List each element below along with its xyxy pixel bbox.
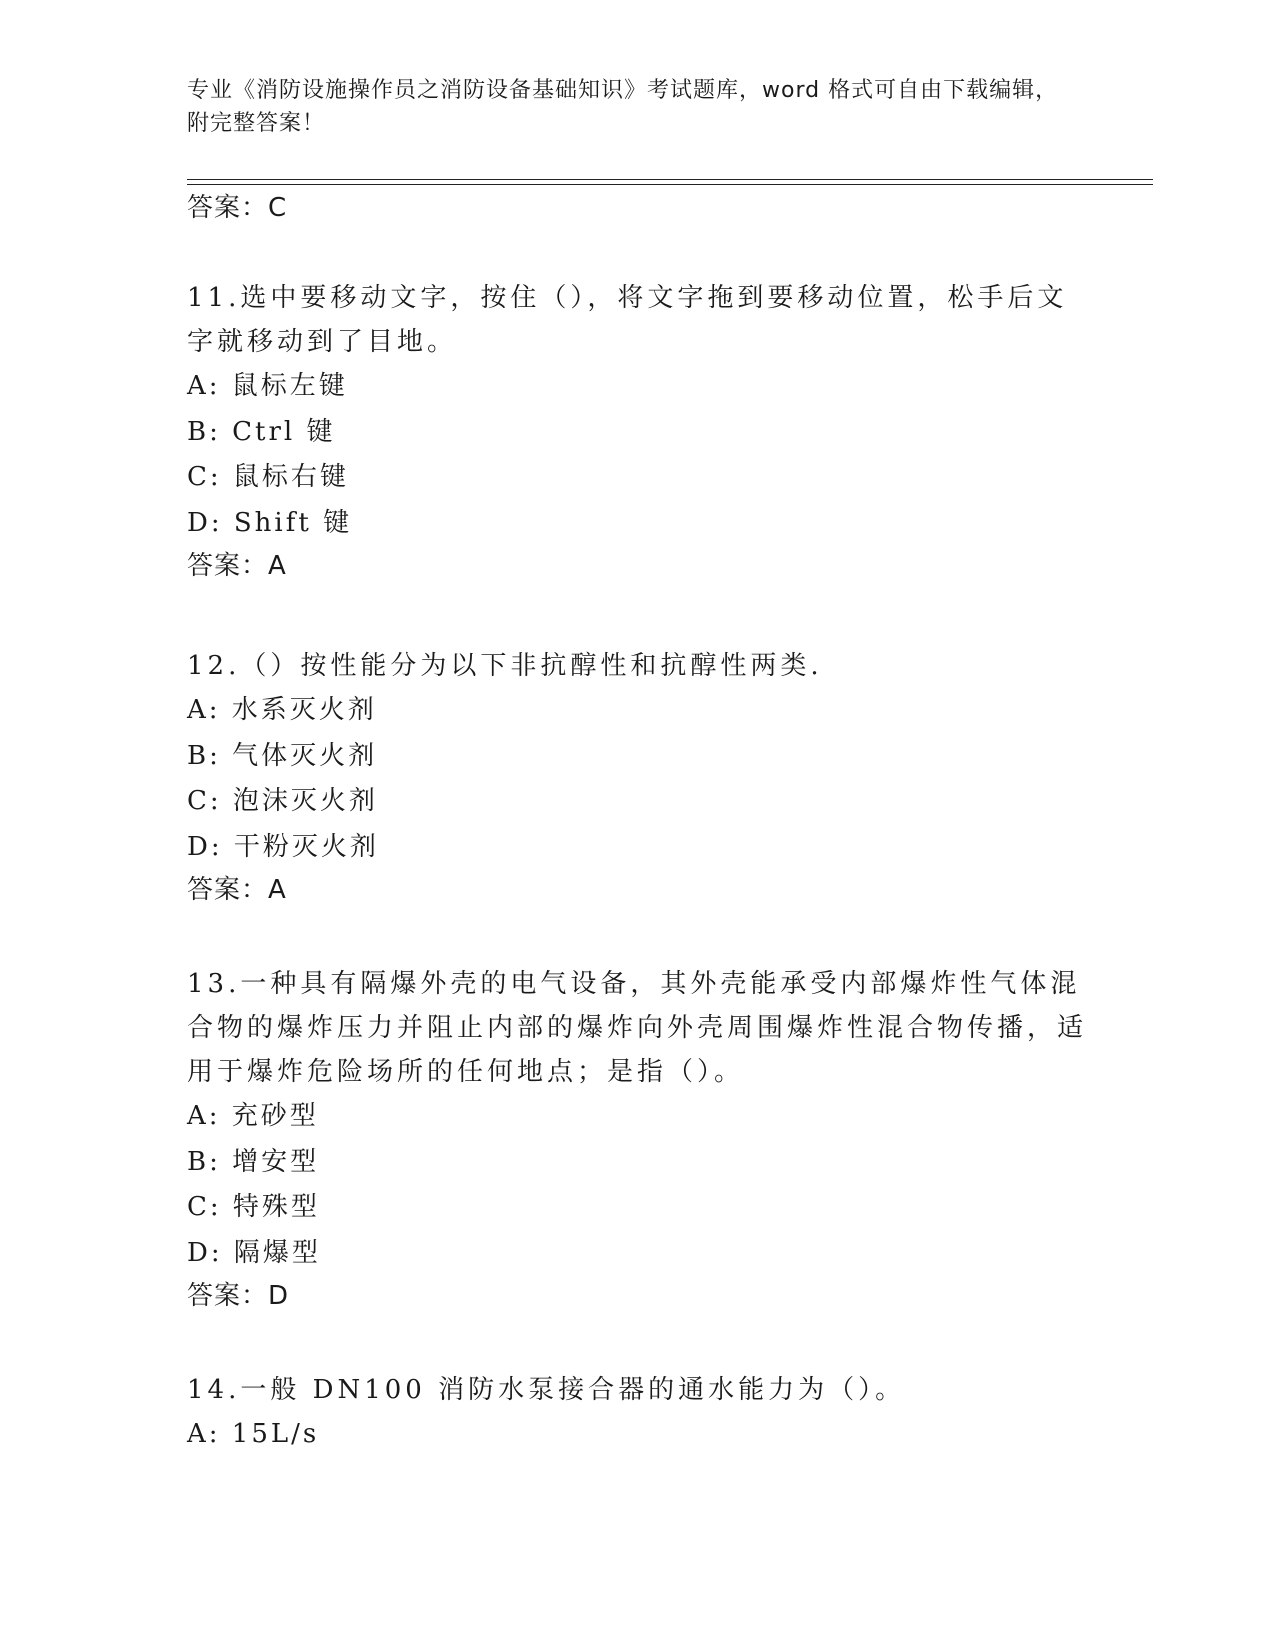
question-11 [187,276,1087,586]
question-13 [187,962,1087,1316]
option-d: D: 干粉灭火剂 [187,831,379,862]
question-text: 12.（）按性能分为以下非抗醇性和抗醇性两类. [187,651,823,681]
question-text: 11.选中要移动文字，按住（），将文字拖到要移动位置，松手后文字就移动到了目地。 [187,283,1068,357]
option-a: A: 15L/s [187,1419,320,1449]
prev-answer-block [187,188,1087,228]
answer-label: 答案：D [187,1281,290,1311]
question-text: 13.一种具有隔爆外壳的电气设备，其外壳能承受内部爆炸性气体混合物的爆炸压力并阻止内部的爆炸向外壳周围爆炸性混合物传播，适用于爆炸危险场所的任何地点；是指（）。 [187,969,1088,1087]
question-12 [187,644,1087,910]
option-c: C: 特殊型 [187,1192,320,1222]
question-text: 14.一般 DN100 消防水泵接合器的通水能力为（）。 [187,1375,906,1405]
option-b: B: 气体灭火剂 [187,740,378,771]
option-d: D: 隔爆型 [187,1237,321,1268]
question-14 [187,1368,1087,1458]
option-d: D: Shift 键 [187,507,353,538]
option-c: C: 鼠标右键 [187,462,349,492]
option-b: B: Ctrl 键 [187,416,336,447]
document-header: 专业《消防设施操作员之消防设备基础知识》考试题库，word 格式可自由下载编辑，附完整答案！ [187,78,1059,136]
header-rule-top [187,179,1153,180]
answer-label: 答案：A [187,551,287,581]
header-rule-bottom [187,184,1153,185]
option-b: B: 增安型 [187,1146,320,1177]
option-a: A: 充砂型 [187,1101,319,1131]
answer-label: 答案：C [187,193,288,223]
option-c: C: 泡沫灭火剂 [187,786,378,816]
option-a: A: 水系灭火剂 [187,695,377,725]
answer-label: 答案：A [187,875,287,905]
option-a: A: 鼠标左键 [187,371,348,401]
